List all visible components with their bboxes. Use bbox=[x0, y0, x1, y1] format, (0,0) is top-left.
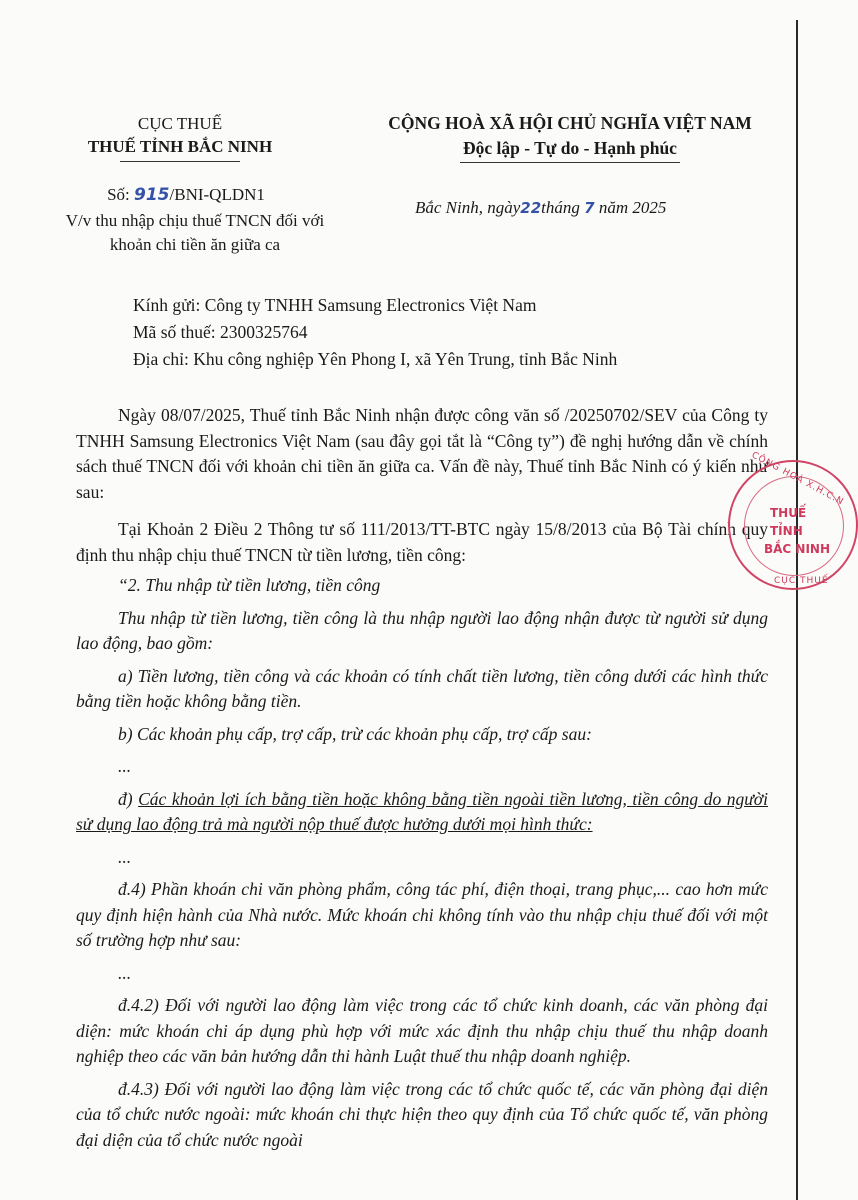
seal-center-text: BẮC NINH bbox=[764, 542, 831, 556]
national-header-block bbox=[370, 111, 770, 163]
ellipsis: ... bbox=[118, 846, 132, 867]
handwritten-day: 22 bbox=[520, 199, 542, 217]
quote-item-dd-label: đ) bbox=[118, 788, 139, 809]
place-date bbox=[415, 196, 745, 220]
subject-line: V/v thu nhập chịu thuế TNCN đối với bbox=[65, 211, 325, 230]
paragraph-legal-basis: Tại Khoản 2 Điều 2 Thông tư số 111/2013/TT-BTC ngày 15/8/2013 của Bộ Tài chính quy định thu nhập chịu thuế TNCN từ tiền lương, tiền công: bbox=[76, 519, 768, 565]
national-motto: Độc lập - Tự do - Hạnh phúc bbox=[463, 138, 677, 158]
quoted-regulation bbox=[76, 573, 768, 1153]
quote-item-dd42: đ.4.2) Đối với người lao động làm việc trong các tổ chức kinh doanh, các văn phòng đại diện: mức khoán chi áp dụng phù hợp với mức xác định thu nhập chịu thuế thu nhập doanh nghiệp theo các văn bản hướng dẫn thi hành Luật thuế thu nhập doanh nghiệp. bbox=[76, 995, 768, 1066]
seal-ring-text: CỤC THUẾ bbox=[774, 576, 829, 586]
quote-item-dd bbox=[76, 787, 768, 838]
quote-item-dd43: đ.4.3) Đối với người lao động làm việc trong các tổ chức quốc tế, các văn phòng đại diện của tổ chức nước ngoài: mức khoán chi thực hiện theo quy định của Tổ chức quốc tế, văn phòng đại diện của tổ chức nước ngoài bbox=[76, 1078, 768, 1150]
recipient-name: Kính gửi: Công ty TNHH Samsung Electronics Việt Nam bbox=[133, 295, 537, 315]
agency-name: CỤC THUẾ bbox=[137, 114, 223, 133]
document-number-prefix: Số: bbox=[107, 185, 135, 204]
document-subject bbox=[20, 209, 370, 257]
divider bbox=[460, 162, 680, 163]
document-number-suffix: /BNI-QLDN1 bbox=[169, 185, 265, 204]
handwritten-number: 915 bbox=[134, 185, 170, 205]
page-edge-line bbox=[796, 20, 798, 1200]
recipient-tax-code: Mã số thuế: 2300325764 bbox=[133, 322, 308, 342]
country-name: CỘNG HOÀ XÃ HỘI CHỦ NGHĨA VIỆT NAM bbox=[388, 113, 752, 133]
handwritten-month: 7 bbox=[584, 199, 595, 217]
ellipsis: ... bbox=[118, 756, 132, 776]
department-name: THUẾ TỈNH BẮC NINH bbox=[87, 137, 273, 156]
quote-item-b: b) Các khoản phụ cấp, trợ cấp, trừ các khoản phụ cấp, trợ cấp sau: bbox=[118, 723, 592, 744]
month-word: tháng bbox=[541, 198, 580, 217]
ellipsis: ... bbox=[118, 962, 132, 983]
quote-paragraph: Thu nhập từ tiền lương, tiền công là thu nhập người lao động nhận được từ người sử dụng lao động, bao gồm: bbox=[76, 607, 768, 653]
place-date-prefix: Bắc Ninh, ngày bbox=[415, 198, 521, 217]
seal-center-text: TỈNH bbox=[770, 524, 803, 538]
year-text: năm 2025 bbox=[598, 198, 667, 217]
quote-heading: “2. Thu nhập từ tiền lương, tiền công bbox=[118, 575, 381, 595]
quote-item-a: a) Tiền lương, tiền công và các khoản có tính chất tiền lương, tiền công dưới các hình thức bằng tiền hoặc không bằng tiền. bbox=[76, 665, 768, 711]
document-number bbox=[0, 184, 372, 206]
paragraph-intro: Ngày 08/07/2025, Thuế tỉnh Bắc Ninh nhận được công văn số /20250702/SEV của Công ty TNHH Samsung Electronics Việt Nam (sau đây gọi tắt là “Công ty”) đề nghị hướng dẫn về chính sách thuế TNCN đối với khoản chi tiền ăn giữa ca. Vấn đề này, Thuế tỉnh Bắc Ninh có ý kiến như sau: bbox=[76, 405, 768, 502]
divider bbox=[120, 161, 240, 162]
underlined-text: Các khoản lợi ích bằng tiền hoặc không bằng tiền ngoài tiền lương, tiền công do người sử dụng lao động trả mà người nộp thuế được hưởng dưới mọi hình thức: bbox=[76, 788, 768, 834]
official-seal bbox=[728, 450, 858, 590]
recipient-block bbox=[133, 292, 783, 373]
seal-ring-text: CỘNG HOÀ X.H.C.N bbox=[749, 450, 846, 508]
recipient-address: Địa chỉ: Khu công nghiệp Yên Phong I, xã Yên Trung, tỉnh Bắc Ninh bbox=[133, 349, 618, 369]
quote-item-dd4: đ.4) Phần khoán chi văn phòng phẩm, công tác phí, điện thoại, trang phục,... cao hơn mức quy định hiện hành của Nhà nước. Mức khoán chi không tính vào thu nhập chịu thuế đối với một số trường hợp như sau: bbox=[76, 879, 768, 950]
seal-center-text: THUẾ bbox=[770, 506, 807, 520]
issuing-agency-block bbox=[55, 113, 305, 162]
subject-line: khoản chi tiền ăn giữa ca bbox=[109, 235, 281, 254]
